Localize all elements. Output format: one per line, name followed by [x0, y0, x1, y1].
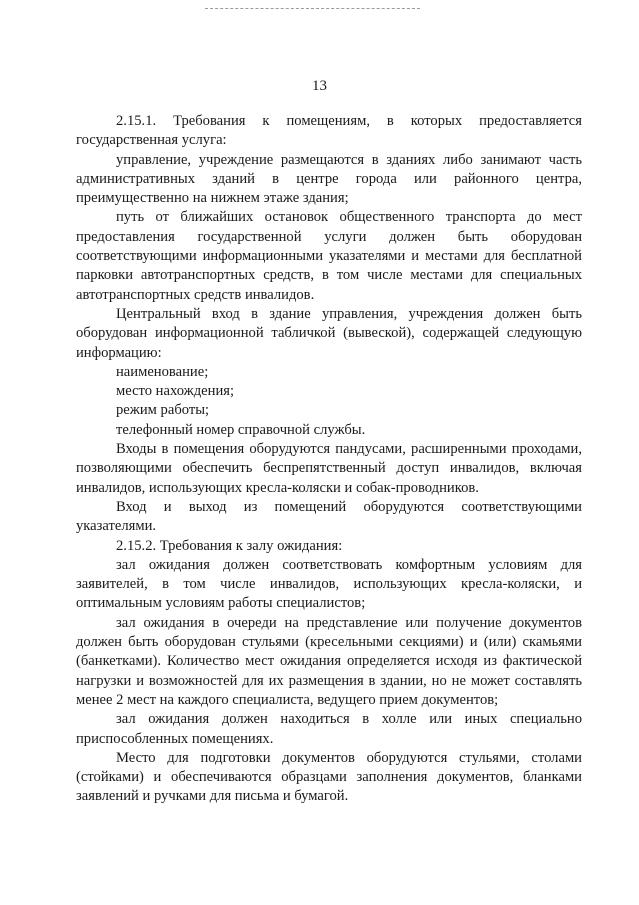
paragraph-waiting-seating: зал ожидания в очереди на представление или получение документов должен быть оборудован стульями (кресельными секциями) и (или) скамьями (банкетками). Количество мест ожидания определяется исходя из фактической нагрузки и возможностей для их размещения в здании, но не может составлять менее 2 мест на каждого специалиста, ведущего прием документов;: [76, 614, 582, 708]
paragraph-signs: Вход и выход из помещений оборудуются соответствующими указателями.: [76, 498, 582, 535]
list-item-location: место нахождения;: [116, 383, 235, 400]
paragraph-2-15-1-heading: 2.15.1. Требования к помещениям, в которых предоставляется государственная услуга:: [76, 113, 582, 149]
paragraph-location: управление, учреждение размещаются в зданиях либо занимают часть административных зданий в центре города или районного центра, преимущественно на нижнем этаже здания;: [76, 151, 582, 207]
list-item-phone: телефонный номер справочной службы.: [116, 421, 366, 438]
paragraph-central-entrance: Центральный вход в здание управления, учреждения должен быть оборудован информационной табличкой (вывеской), содержащей следующую информацию:: [76, 305, 582, 361]
scan-artifact-line: [205, 8, 420, 10]
paragraph-document-prep: Место для подготовки документов оборудуются стульями, столами (стойками) и обеспечиваются образцами заполнения документов, бланками заявлений и ручками для письма и бумагой.: [76, 749, 582, 805]
list-item-name: наименование;: [116, 363, 209, 380]
list-item-schedule: режим работы;: [116, 402, 210, 419]
paragraph-waiting-comfort: зал ожидания должен соответствовать комфортным условиям для заявителей, в том числе инвалидов, использующих кресла-коляски, и оптимальным условиям работы специалистов;: [76, 556, 582, 612]
paragraph-waiting-hall: зал ожидания должен находиться в холле или иных специально приспособленных помещениях.: [76, 711, 582, 747]
document-body: [76, 112, 582, 807]
paragraph-transport-path: путь от ближайших остановок общественного транспорта до мест предоставления государственной услуги должен быть оборудован соответствующими информационными указателями и местами для бесплатной парковки автотранспортных средств, в том числе местами для специальных автотранспортных средств инвалидов.: [76, 209, 582, 303]
paragraph-entrances: Входы в помещения оборудуются пандусами, расширенными проходами, позволяющими обеспечить беспрепятственный доступ инвалидов, включая инвалидов, использующих кресла-коляски и собак-проводников.: [76, 441, 582, 496]
page-number: 13: [312, 78, 327, 94]
paragraph-2-15-2-heading: 2.15.2. Требования к залу ожидания:: [116, 537, 343, 554]
